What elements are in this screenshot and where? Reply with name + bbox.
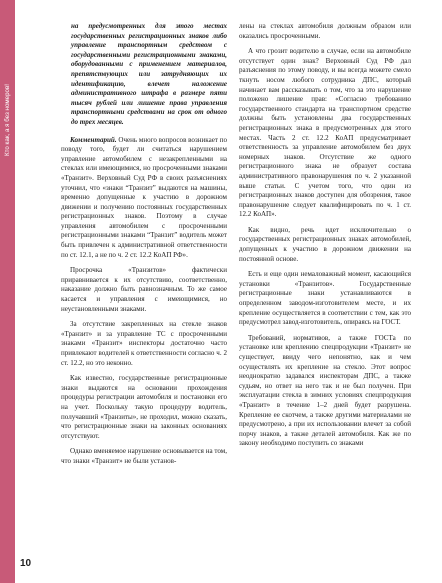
paragraph-permanent-registration: Как видно, речь идет исключительно о государственных регистрационных знаках автомобилей, допущенных к участию в дорожном движении на постоянной основе. bbox=[239, 225, 411, 263]
page-number: 10 bbox=[20, 558, 32, 569]
commentary-label: Комментарий. bbox=[70, 135, 117, 144]
law-quote: на предусмотренных для этого местах государственных регистрационных знаков либо управление транспортным средством с государственными регистрационными знаками, оборудованными с применением материалов, препятствующих или затрудняющих их идентификацию, влечет наложение административного штрафа в размере пяти тысяч рублей или лишение права управления транспортными средствами на срок от одного до трех месяцев. bbox=[71, 22, 227, 126]
paragraph-expired-transit: Просрочка «Транзитов» фактически приравнивается к их отсутствию, соответственно, наказание должно быть равнозначным. То же самое касается и управления с имеющимися, но неустановленными знаками. bbox=[61, 266, 227, 313]
paragraph-transit-installation: Есть и еще один немаловажный момент, касающийся установки «Транзитов». Государственные регистрационные знаки устанавливаются в определенном заводом-изготовителем месте, и их крепление осуществляется в соответствии с тем, как это предусмотрел завод-изготовитель, опираясь на ГОСТ. bbox=[239, 270, 411, 327]
commentary-text: Очень много вопросов возникает по поводу того, будет ли считаться нарушением управление автомобилем с незакрепленными на стеклах или имеющимися, но просроченными знаками «Транзит». Верховный Суд РФ в своих разъяснениях уточнил, что «знаки “Транзит” выдаются на машины, временно допущенные к участию в дорожном движении и получению постоянных государственных регистрационных знаков. Поэтому в случае управления автомобилем с просроченными регистрационными знаками “Транзит” водитель может быть привлечен к административной ответственности по ст. 12.1, а не по ч. 2 ст. 12.2 КоАП РФ». bbox=[61, 135, 227, 259]
side-tab-band bbox=[0, 0, 15, 583]
commentary-paragraph bbox=[61, 136, 227, 261]
running-section-title: Кто как, а я без номеров! bbox=[4, 84, 11, 156]
paragraph-continuation: лены на стеклах автомобиля должным образом или оказались просроченными. bbox=[239, 22, 411, 40]
paragraph-inspectors-practice: За отсутствие закрепленных на стекле знаков «Транзит» и за управление ТС с просроченными знаками «Транзит» инспекторы достаточно часто привлекают водителей к ответственности согласно ч. 2 ст. 12.2, но это неконно. bbox=[61, 320, 227, 367]
paragraph-registration-plates: Как известно, государственные регистрационные знаки выдаются на основании прохождения процедуры регистрации автомобиля и постановки его на учет. Поскольку такую процедуру водитель, получавший «Транзиты», не проходил, можно сказать, что регистрационные знаки на законных основаниях отсутствуют. bbox=[61, 374, 227, 440]
paragraph-violation-basis: Однако вменяемое нарушение основывается на том, что знаки «Транзит» не были установ- bbox=[61, 447, 227, 465]
left-column bbox=[61, 22, 227, 473]
paragraph-no-requirements: Требований, нормативов, а также ГОСТа по установке или креплению спецпродукции «Транзит» не существует, ввиду чего непонятно, как и чем осуществлять их крепление на стекло. Этот вопрос неоднократно задавался инспекторам ДПС, а также судьям, но ответ на него так и не был получен. При эксплуатации стекла в зимних условиях спецпродукция «Транзит» в течение 1–2 дней будет разрушена. Крепление ее скотчем, а также другими материалами не предусмотрено, а при их использовании влечет за собой порчу знаков, а также деталей автомобиля. Как же по закону необходимо поступить со знаками bbox=[239, 333, 411, 448]
right-column bbox=[239, 22, 411, 455]
paragraph-one-plate-missing: А что грозит водителю в случае, если на автомобиле отсутствует один знак? Верховный Суд РФ дал разъяснения по этому поводу, и вы всегда можете смело ткнуть носом любого сотрудника ДПС, который начинает вам рассказывать о том, что за это нарушение положено лишение прав: «Согласно требованию государственного стандарта на транспортном средстве должны быть установлены два государственных регистрационных знака в предусмотренных для этого местах. Часть 2 ст. 12.2 КоАП предусматривает ответственность за управление автомобилем без двух номерных знаков. Отсутствие же одного регистрационного знака не образует состава административного правонарушения по ч. 2 указанной выше статьи. С учетом того, что один из регистрационных знаков доступен для обозрения, такое правонарушение следует квалифицировать по ч. 1 ст. 12.2 КоАП». bbox=[239, 47, 411, 219]
